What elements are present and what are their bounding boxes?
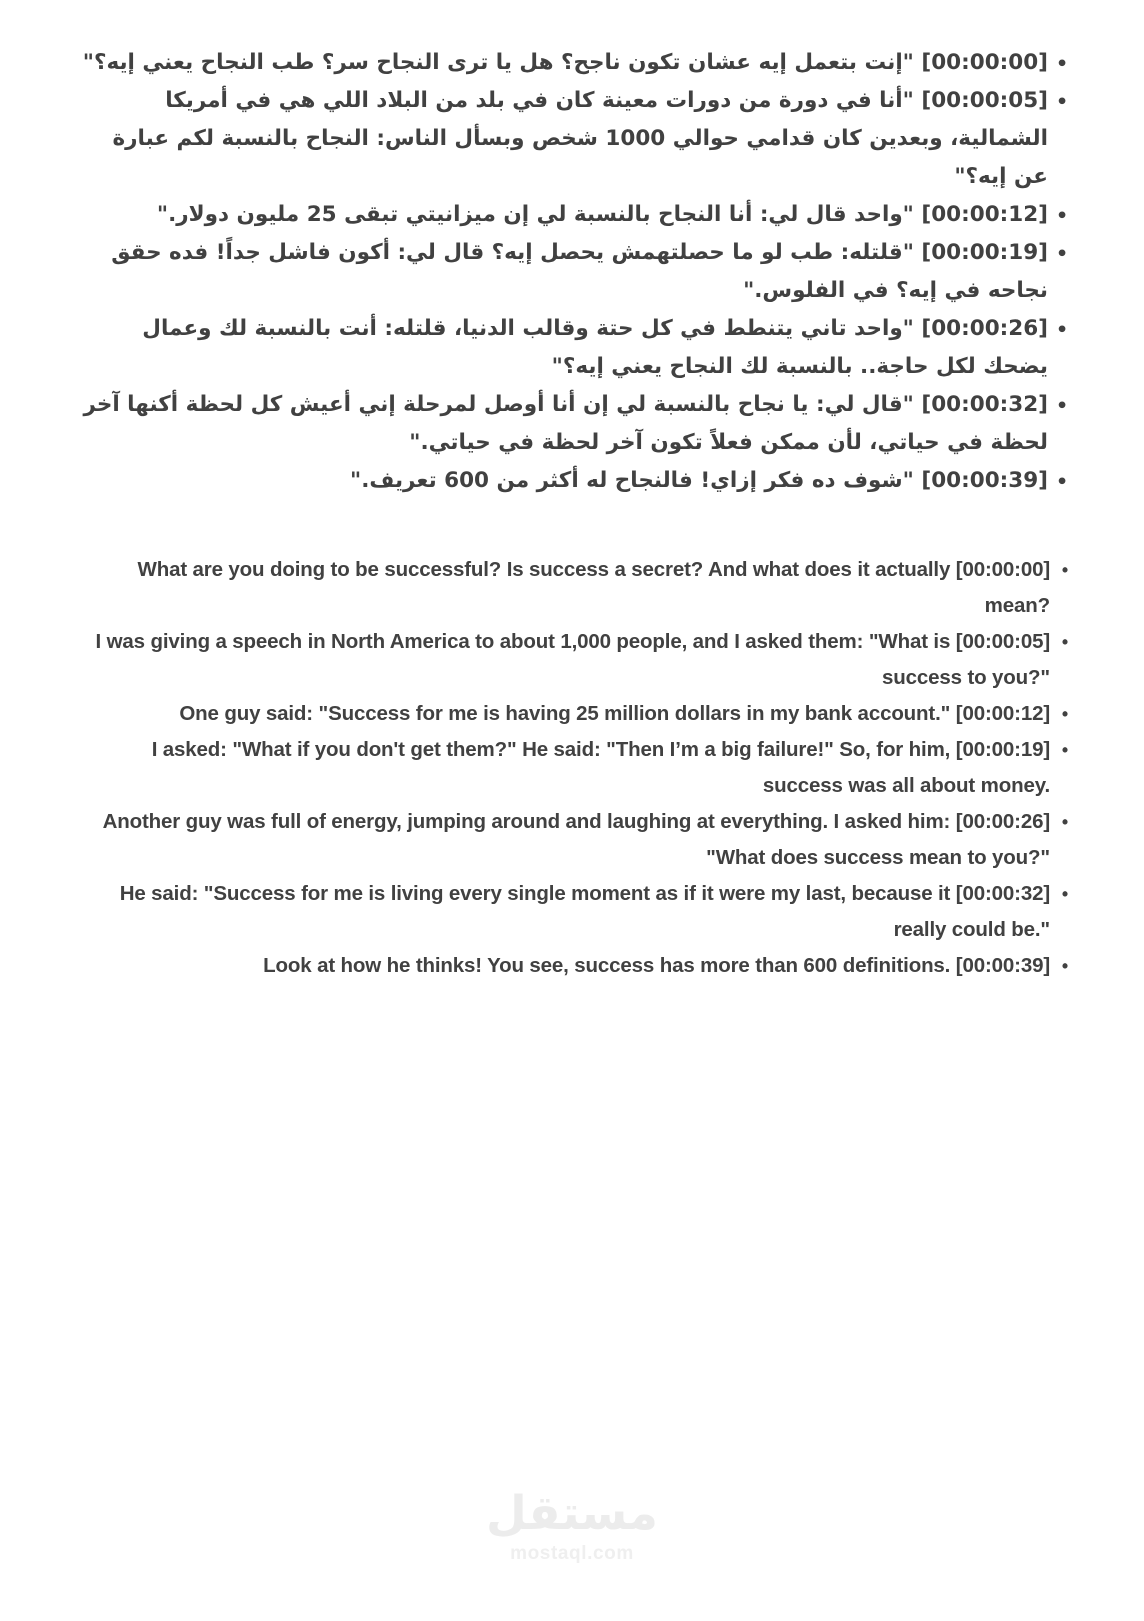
transcript-text: "قال لي: يا نجاح بالنسبة لي إن أنا أوصل لمرحلة إني أعيش كل لحظة أكنها آخر لحظة في حياتي، لأن ممكن فعلاً تكون آخر لحظة في حياتي." [83,392,1048,455]
transcript-item [74,44,1070,82]
transcript-text: One guy said: "Success for me is having 25 million dollars in my bank account." [179,702,951,725]
timestamp: [00:00:05] [955,630,1050,653]
transcript-item [74,948,1070,984]
transcript-item [74,386,1070,462]
timestamp: [00:00:19] [955,738,1050,761]
timestamp: [00:00:00] [921,50,1048,75]
timestamp: [00:00:32] [955,882,1050,905]
timestamp: [00:00:05] [921,88,1048,113]
transcript-item [74,310,1070,386]
transcript-text: I was giving a speech in North America to about 1,000 people, and I asked them: "What is success to you?" [95,630,1050,689]
timestamp: [00:00:39] [921,468,1048,493]
transcript-item [74,196,1070,234]
timestamp: [00:00:26] [921,316,1048,341]
transcript-item [74,696,1070,732]
english-transcript-list [74,552,1070,984]
timestamp: [00:00:19] [921,240,1048,265]
timestamp: [00:00:39] [955,954,1050,977]
arabic-transcript-section [74,44,1070,500]
transcript-text: "قلتله: طب لو ما حصلتهمش يحصل إيه؟ قال لي: أكون فاشل جداً! فده حقق نجاحه في إيه؟ في الفلوس." [111,240,1048,303]
transcript-text: "واحد قال لي: أنا النجاح بالنسبة لي إن ميزانيتي تبقى 25 مليون دولار." [156,202,914,227]
transcript-text: "شوف ده فكر إزاي! فالنجاح له أكثر من 600 تعريف." [350,468,914,493]
transcript-item [74,624,1070,696]
timestamp: [00:00:32] [921,392,1048,417]
transcript-item [74,462,1070,500]
transcript-item [74,732,1070,804]
timestamp: [00:00:12] [955,702,1050,725]
transcript-item [74,82,1070,196]
mostaql-watermark [0,1486,1144,1565]
timestamp: [00:00:12] [921,202,1048,227]
transcript-text: Look at how he thinks! You see, success has more than 600 definitions. [263,954,951,977]
transcript-item [74,804,1070,876]
transcript-item [74,876,1070,948]
transcript-text: "أنا في دورة من دورات معينة كان في بلد من البلاد اللي هي في أمريكا الشمالية، وبعدين كان قدامي حوالي 1000 شخص وبسأل الناس: النجاح بالنسبة لكم عبارة عن إيه؟" [112,88,1048,189]
transcript-text: I asked: "What if you don't get them?" He said: "Then I’m a big failure!" So, for him, success was all about money. [151,738,1050,797]
timestamp: [00:00:26] [955,810,1050,833]
transcript-item [74,234,1070,310]
timestamp: [00:00:00] [955,558,1050,581]
transcript-text: "إنت بتعمل إيه عشان تكون ناجح؟ هل يا ترى النجاح سر؟ طب النجاح يعني إيه؟" [82,50,914,75]
arabic-transcript-list [74,44,1070,500]
english-transcript-section [74,552,1070,984]
mostaql-domain-text: mostaql.com [510,1543,634,1564]
transcript-text: "واحد تاني يتنطط في كل حتة وقالب الدنيا، قلتله: أنت بالنسبة لك وعمال يضحك لكل حاجة.. بالنسبة لك النجاح يعني إيه؟" [142,316,1048,379]
transcript-text: What are you doing to be successful? Is success a secret? And what does it actually mean? [137,558,1050,617]
mostaql-logo-text: مستقل [486,1486,658,1541]
transcript-text: Another guy was full of energy, jumping around and laughing at everything. I asked him: "What does success mean to you?" [102,810,1050,869]
transcript-text: He said: "Success for me is living every single moment as if it were my last, because it really could be." [119,882,1050,941]
transcript-item [74,552,1070,624]
